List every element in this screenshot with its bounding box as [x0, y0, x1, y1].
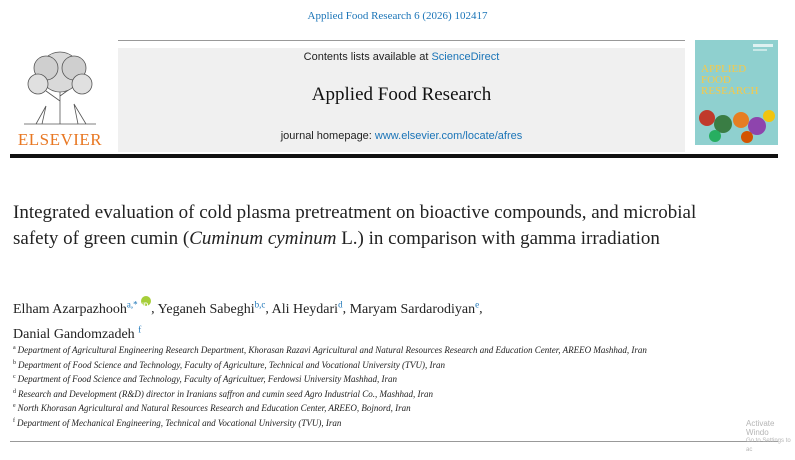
contents-line: [118, 51, 685, 63]
affiliation-text: Department of Mechanical Engineering, Technical and Vocational University (TVU), Iran: [17, 417, 342, 428]
affiliation-mark: c: [13, 374, 16, 381]
author-separator: ,: [342, 301, 350, 317]
orcid-icon[interactable]: [141, 296, 151, 306]
author-list: [13, 294, 713, 345]
watermark-line-2: Go to Settings to ac: [746, 438, 791, 453]
author[interactable]: [271, 299, 343, 317]
author-affil-mark[interactable]: a,*: [126, 299, 138, 309]
contents-prefix: Contents lists available at: [303, 51, 432, 63]
author[interactable]: [13, 324, 142, 343]
cover-title-line-2: FOOD: [701, 74, 731, 86]
title-text-2: L.) in comparison with gamma irradiation: [336, 228, 660, 249]
affiliation-item: [13, 371, 683, 386]
cover-title-line-1: APPLIED: [701, 63, 747, 75]
author-separator: ,: [151, 301, 158, 317]
affiliation-text: Department of Agricultural Engineering Research Department, Khorasan Razavi Agricultural and Natural Resources Research and Education Center, AREEO Mashhad, Iran: [17, 345, 647, 355]
affiliation-item: [13, 357, 683, 372]
affiliation-bottom-rule: [10, 441, 778, 442]
affiliation-text: Research and Development (R&D) director in Iranians saffron and cumin seed Agro Industrial Co., Mashhad, Iran: [18, 388, 433, 399]
affiliation-item: [13, 415, 683, 430]
title-species: Cuminum cyminum: [189, 228, 337, 249]
author-separator: ,: [265, 301, 272, 317]
author[interactable]: [157, 299, 266, 317]
author[interactable]: [13, 299, 151, 317]
affiliation-mark: a: [13, 345, 16, 351]
header-bottom-rule: [10, 154, 778, 158]
journal-header: [10, 40, 778, 152]
author-name: Yeganeh Sabeghi: [157, 301, 255, 317]
author-name: Maryam Sardarodiyan: [349, 301, 476, 317]
affiliation-text: North Khorasan Agricultural and Natural Resources Research and Education Center, AREEO, Bojnord, Iran: [17, 403, 411, 414]
affiliation-item: [13, 400, 683, 415]
cover-title-line-3: RESEARCH: [701, 85, 759, 97]
affiliation-text: Department of Food Science and Technology, Faculty of Agriculture, Technical and Vocational University (TVU), Iran: [18, 359, 446, 370]
activate-windows-watermark: [746, 419, 795, 455]
homepage-link[interactable]: www.elsevier.com/locate/afres: [374, 130, 523, 142]
author[interactable]: [349, 299, 480, 317]
affiliation-item: [13, 386, 683, 401]
watermark-line-1: Activate Windo: [746, 419, 775, 437]
title-text-1: Integrated evaluation of cold plasma pretreatment on bioactive compounds, and microbial safety of green cumin (: [13, 202, 697, 249]
publisher-logo[interactable]: [10, 46, 110, 152]
sciencedirect-link[interactable]: ScienceDirect: [431, 51, 500, 63]
journal-cover[interactable]: [695, 40, 778, 145]
affiliation-mark: e: [13, 403, 16, 410]
journal-info-box: [118, 48, 685, 152]
affiliation-mark: d: [13, 388, 16, 395]
affiliation-text: Department of Food Science and Technology, Faculty of Agricultuer, Ferdowsi University Mashhad, Iran: [17, 374, 398, 385]
homepage-prefix: journal homepage:: [280, 130, 375, 142]
author-affil-mark[interactable]: d: [338, 299, 343, 309]
elsevier-tree-icon: [16, 46, 104, 126]
author-separator: ,: [479, 301, 483, 317]
affiliation-item: [13, 342, 683, 357]
author-affil-mark[interactable]: f: [138, 324, 142, 335]
affiliation-mark: f: [13, 417, 15, 424]
journal-citation[interactable]: Applied Food Research 6 (2026) 102417: [307, 10, 488, 22]
article-title: [13, 200, 713, 252]
author-name: Danial Gandomzadeh: [13, 327, 135, 343]
author-affil-mark[interactable]: e: [475, 299, 480, 309]
affiliation-list: [13, 342, 683, 430]
author-name: Ali Heydari: [271, 301, 339, 317]
journal-name: Applied Food Research: [311, 84, 492, 105]
homepage-line: [118, 130, 685, 142]
affiliation-mark: b: [13, 359, 16, 366]
author-affil-mark[interactable]: b,c: [254, 299, 266, 309]
header-top-rule: [118, 40, 685, 41]
cover-title: [701, 64, 758, 97]
author-name: Elham Azarpazhooh: [13, 301, 127, 317]
publisher-name: ELSEVIER: [17, 130, 103, 149]
